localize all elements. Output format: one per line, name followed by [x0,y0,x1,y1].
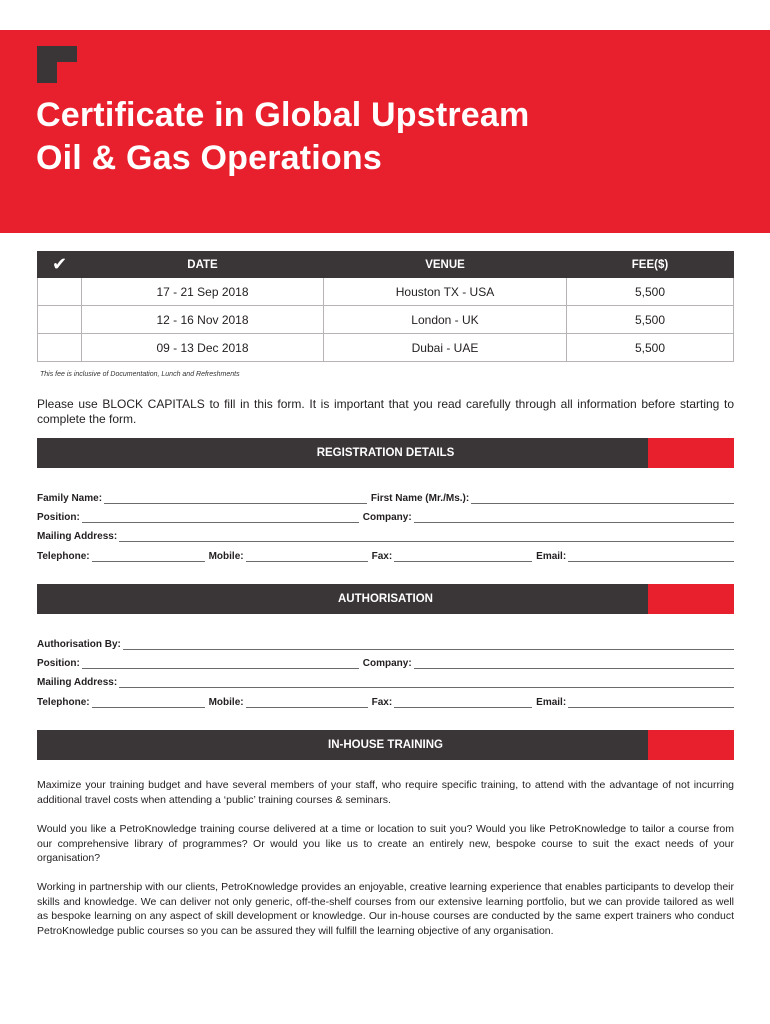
select-checkbox[interactable] [38,334,82,362]
heading-accent [648,584,734,614]
form-row [37,655,734,669]
heading-accent [648,438,734,468]
email-label: Email: [536,551,567,562]
first-name-label: First Name (Mr./Ms.): [370,493,470,504]
fax-field[interactable] [394,552,532,562]
schedule-table [37,251,734,362]
family-name-field[interactable] [104,494,367,504]
company-field[interactable] [414,659,734,669]
company-label: Company: [362,658,412,669]
fax-label: Fax: [371,697,393,708]
check-mark-icon: ✔ [38,252,82,278]
position-field[interactable] [82,513,359,523]
fax-label: Fax: [371,551,393,562]
form-row [37,548,734,562]
table-row [38,334,734,362]
mailing-address-field[interactable] [119,532,734,542]
form-row [37,490,734,504]
row-fee: 5,500 [567,306,734,334]
authorised-by-field[interactable] [123,640,734,650]
mailing-address-field[interactable] [119,678,734,688]
select-checkbox[interactable] [38,278,82,306]
registration-heading: REGISTRATION DETAILS [316,447,455,459]
row-date: 09 - 13 Dec 2018 [82,334,324,362]
form-row [37,694,734,708]
column-header-venue: VENUE [324,252,567,278]
email-field[interactable] [568,552,734,562]
brand-logo-icon [37,46,77,83]
title-line-2: Oil & Gas Operations [36,139,382,177]
table-row [38,306,734,334]
position-field[interactable] [82,659,359,669]
telephone-field[interactable] [92,552,205,562]
registration-heading-bar [37,438,734,468]
page-title [36,94,736,180]
row-venue: London - UK [324,306,567,334]
header-banner [0,30,770,233]
mobile-label: Mobile: [208,697,244,708]
mobile-field[interactable] [246,698,368,708]
telephone-label: Telephone: [37,697,90,708]
email-field[interactable] [568,698,734,708]
fax-field[interactable] [394,698,532,708]
title-line-1: Certificate in Global Upstream [36,96,530,134]
column-header-date: DATE [82,252,324,278]
select-checkbox[interactable] [38,306,82,334]
inhouse-heading: IN-HOUSE TRAINING [328,739,443,751]
row-venue: Houston TX - USA [324,278,567,306]
fee-note: This fee is inclusive of Documentation, Lunch and Refreshments [40,371,240,378]
form-row [37,636,734,650]
position-label: Position: [37,512,80,523]
heading-accent [648,730,734,760]
inhouse-paragraph-2: Would you like a PetroKnowledge training course delivered at a time or location to suit you? Would you like PetroKnowledge to tailor a course from our comprehensive library of programmes? Or would you like us to create an entirely new, bespoke course to suit the exact needs of your organisation? [37,823,734,864]
schedule-header-row [38,252,734,278]
form-row [37,674,734,688]
email-label: Email: [536,697,567,708]
column-header-fee: FEE($) [567,252,734,278]
table-row [38,278,734,306]
company-field[interactable] [414,513,734,523]
mailing-address-label: Mailing Address: [37,677,118,688]
inhouse-heading-bar [37,730,734,760]
authorisation-heading-bar [37,584,734,614]
row-date: 17 - 21 Sep 2018 [82,278,324,306]
intro-text: Please use BLOCK CAPITALS to fill in this form. It is important that you read carefully through all information before starting to complete the form. [37,397,734,426]
mobile-field[interactable] [246,552,368,562]
authorisation-heading: AUTHORISATION [338,593,433,605]
position-label: Position: [37,658,80,669]
form-row [37,528,734,542]
inhouse-paragraph-1: Maximize your training budget and have several members of your staff, who require specific training, to attend with the advantage of not incurring additional travel costs when attending a ‘public’ training courses & seminars. [37,779,734,806]
telephone-field[interactable] [92,698,205,708]
inhouse-paragraph-3: Working in partnership with our clients, PetroKnowledge provides an enjoyable, creative learning experience that enables participants to develop their skills and knowledge. We can deliver not only generic, off-the-shelf courses from our extensive learning portfolio, but we can provide tailored as well as bespoke learning on any aspect of skill development or knowledge. Our in-house courses are conducted by the same expert trainers who conduct PetroKnowledge public courses so you can be assured they will fulfill the learning objective of any organisation. [37,881,734,937]
row-venue: Dubai - UAE [324,334,567,362]
family-name-label: Family Name: [37,493,103,504]
row-fee: 5,500 [567,278,734,306]
form-row [37,509,734,523]
row-date: 12 - 16 Nov 2018 [82,306,324,334]
telephone-label: Telephone: [37,551,90,562]
first-name-field[interactable] [471,494,734,504]
row-fee: 5,500 [567,334,734,362]
mobile-label: Mobile: [208,551,244,562]
authorised-by-label: Authorisation By: [37,639,121,650]
company-label: Company: [362,512,412,523]
mailing-address-label: Mailing Address: [37,531,118,542]
